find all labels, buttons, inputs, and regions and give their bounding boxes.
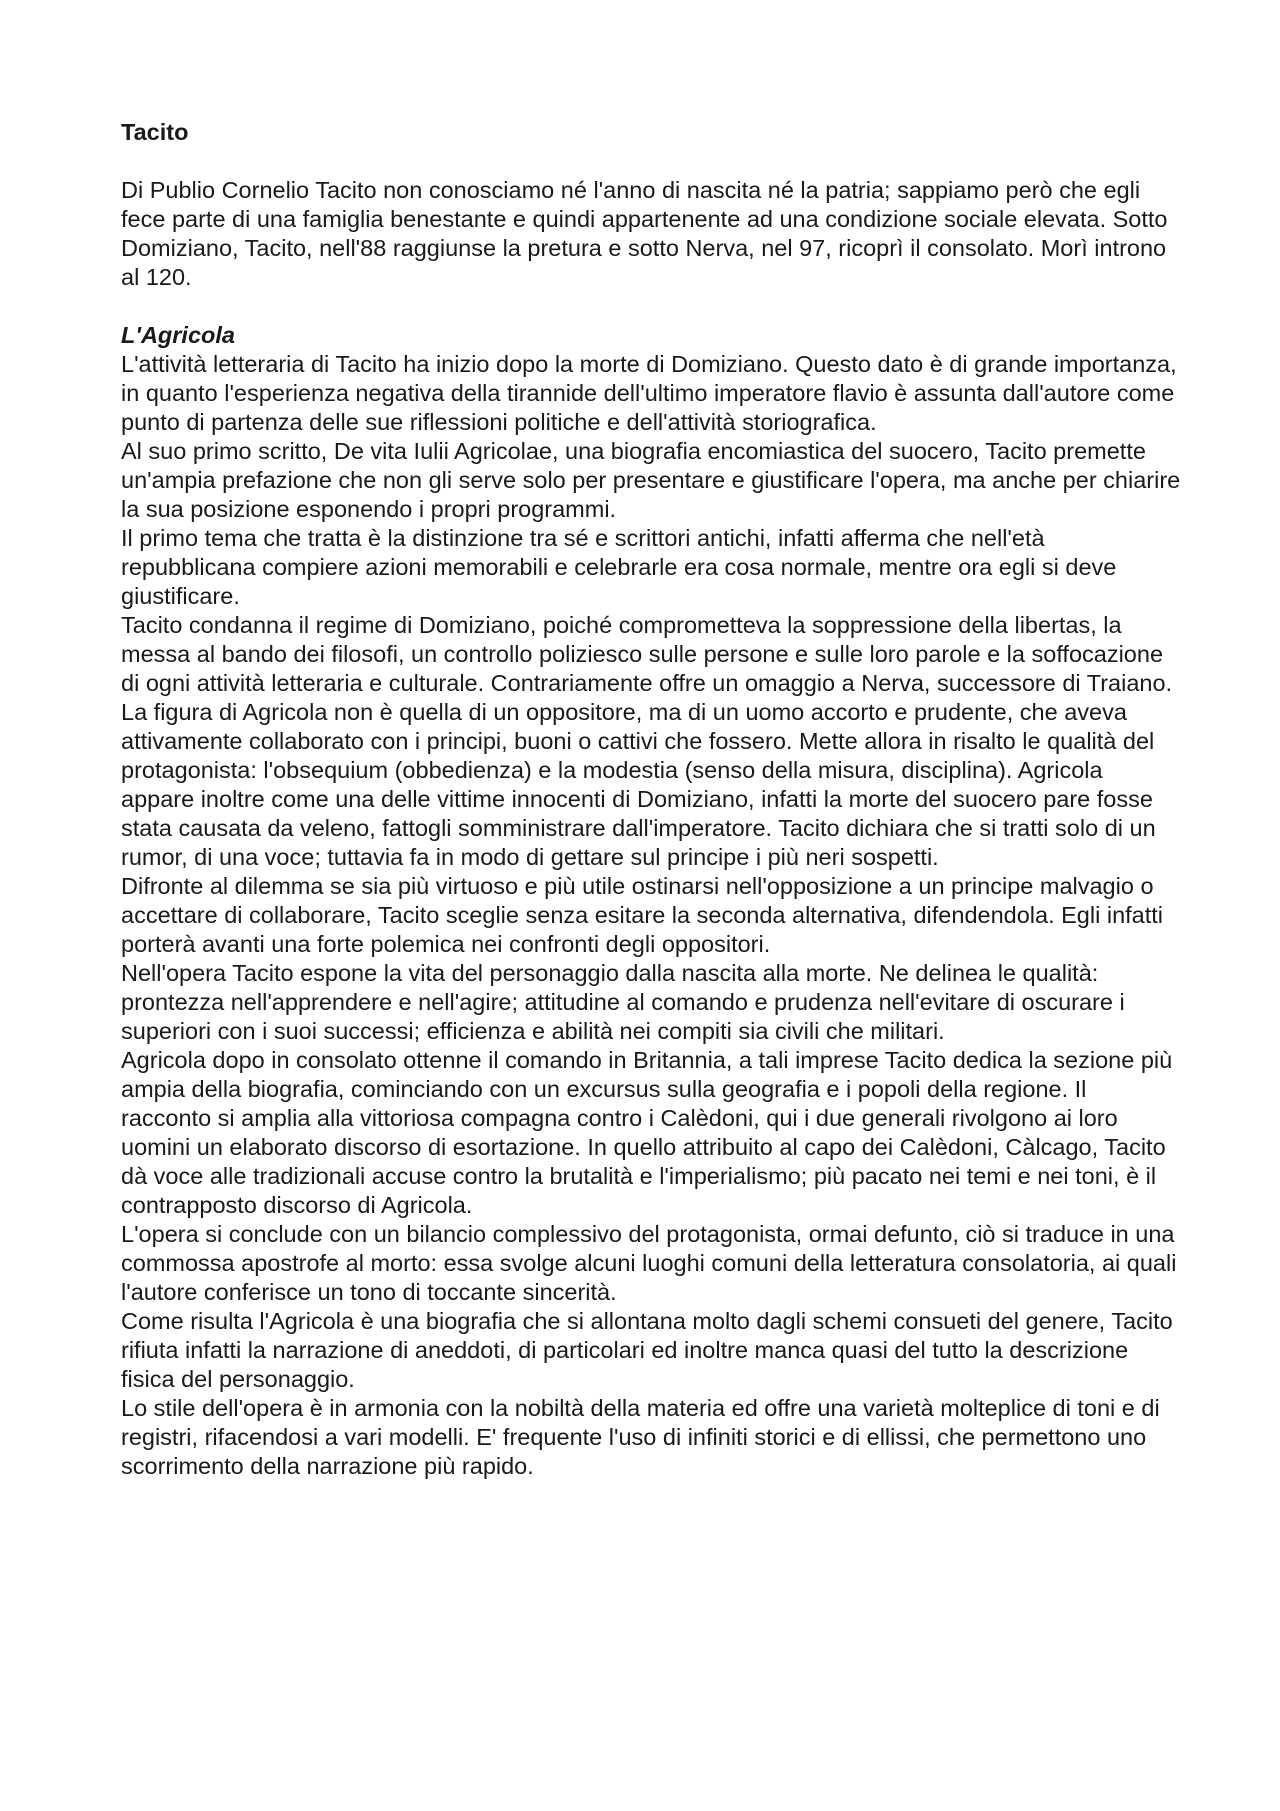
body-paragraph: Agricola dopo in consolato ottenne il comando in Britannia, a tali imprese Tacito dedica la sezione più ampia della biografia, cominciando con un excursus sulla geografia e i popoli della regione. Il racconto si amplia alla vittoriosa compagna contro i Calèdoni, qui i due generali rivolgono ai loro uomini un elaborato discorso di esortazione. In quello attribuito al capo dei Calèdoni, Càlcago, Tacito dà voce alle tradizionali accuse contro la brutalità e l'imperialismo; più pacato nei temi e nei toni, è il contrapposto discorso di Agricola. [121, 1047, 1173, 1218]
document-page [121, 118, 1181, 1481]
section-heading: L'Agricola [121, 322, 235, 348]
body-paragraph: Tacito condanna il regime di Domiziano, poiché comprometteva la soppressione della libertas, la messa al bando dei filosofi, un controllo poliziesco sulle persone e sulle loro parole e la soffocazione di ogni attività letteraria e culturale. Contrariamente offre un omaggio a Nerva, successore di Traiano. [121, 612, 1173, 696]
body-paragraph: Il primo tema che tratta è la distinzione tra sé e scrittori antichi, infatti afferma che nell'età repubblicana compiere azioni memorabili e celebrarle era cosa normale, mentre ora egli si deve giustificare. [121, 525, 1117, 609]
body-paragraph: Al suo primo scritto, De vita Iulii Agricolae, una biografia encomiastica del suocero, Tacito premette un'ampia prefazione che non gli serve solo per presentare e giustificare l'opera, ma anche per chiarire la sua posizione esponendo i propri programmi. [121, 438, 1181, 522]
body-paragraph: Lo stile dell'opera è in armonia con la nobiltà della materia ed offre una varietà molteplice di toni e di registri, rifacendosi a vari modelli. E' frequente l'uso di infiniti storici e di ellissi, che permettono uno scorrimento della narrazione più rapido. [121, 1395, 1160, 1479]
body-paragraph: L'opera si conclude con un bilancio complessivo del protagonista, ormai defunto, ciò si traduce in una commossa apostrofe al morto: essa svolge alcuni luoghi comuni della letteratura consolatoria, ai quali l'autore conferisce un tono di toccante sincerità. [121, 1221, 1177, 1305]
body-paragraph: Nell'opera Tacito espone la vita del personaggio dalla nascita alla morte. Ne delinea le qualità: prontezza nell'apprendere e nell'agire; attitudine al comando e prudenza nell'evitare di oscurare i superiori con i suoi successi; efficienza e abilità nei compiti sia civili che militari. [121, 960, 1125, 1044]
body-paragraph: Difronte al dilemma se sia più virtuoso e più utile ostinarsi nell'opposizione a un principe malvagio o accettare di collaborare, Tacito sceglie senza esitare la seconda alternativa, difendendola. Egli infatti porterà avanti una forte polemica nei confronti degli oppositori. [121, 873, 1164, 957]
document-title: Tacito [121, 119, 189, 145]
body-paragraph: Come risulta l'Agricola è una biografia che si allontana molto dagli schemi consueti del genere, Tacito rifiuta infatti la narrazione di aneddoti, di particolari ed inoltre manca quasi del tutto la descrizione fisica del personaggio. [121, 1308, 1173, 1392]
body-paragraph: La figura di Agricola non è quella di un oppositore, ma di un uomo accorto e prudente, che aveva attivamente collaborato con i principi, buoni o cattivi che fossero. Mette allora in risalto le qualità del protagonista: l'obsequium (obbedienza) e la modestia (senso della misura, disciplina). Agricola appare inoltre come una delle vittime innocenti di Domiziano, infatti la morte del suocero pare fosse stata causata da veleno, fattogli somministrare dall'imperatore. Tacito dichiara che si tratti solo di un rumor, di una voce; tuttavia fa in modo di gettare sul principe i più neri sospetti. [121, 699, 1156, 870]
body-paragraph: L'attività letteraria di Tacito ha inizio dopo la morte di Domiziano. Questo dato è di grande importanza, in quanto l'esperienza negativa della tirannide dell'ultimo imperatore flavio è assunta dall'autore come punto di partenza delle sue riflessioni politiche e dell'attività storiografica. [121, 351, 1177, 435]
intro-paragraph: Di Publio Cornelio Tacito non conosciamo né l'anno di nascita né la patria; sappiamo però che egli fece parte di una famiglia benestante e quindi appartenente ad una condizione sociale elevata. Sotto Domiziano, Tacito, nell'88 raggiunse la pretura e sotto Nerva, nel 97, ricoprì il consolato. Morì introno al 120. [121, 177, 1168, 290]
